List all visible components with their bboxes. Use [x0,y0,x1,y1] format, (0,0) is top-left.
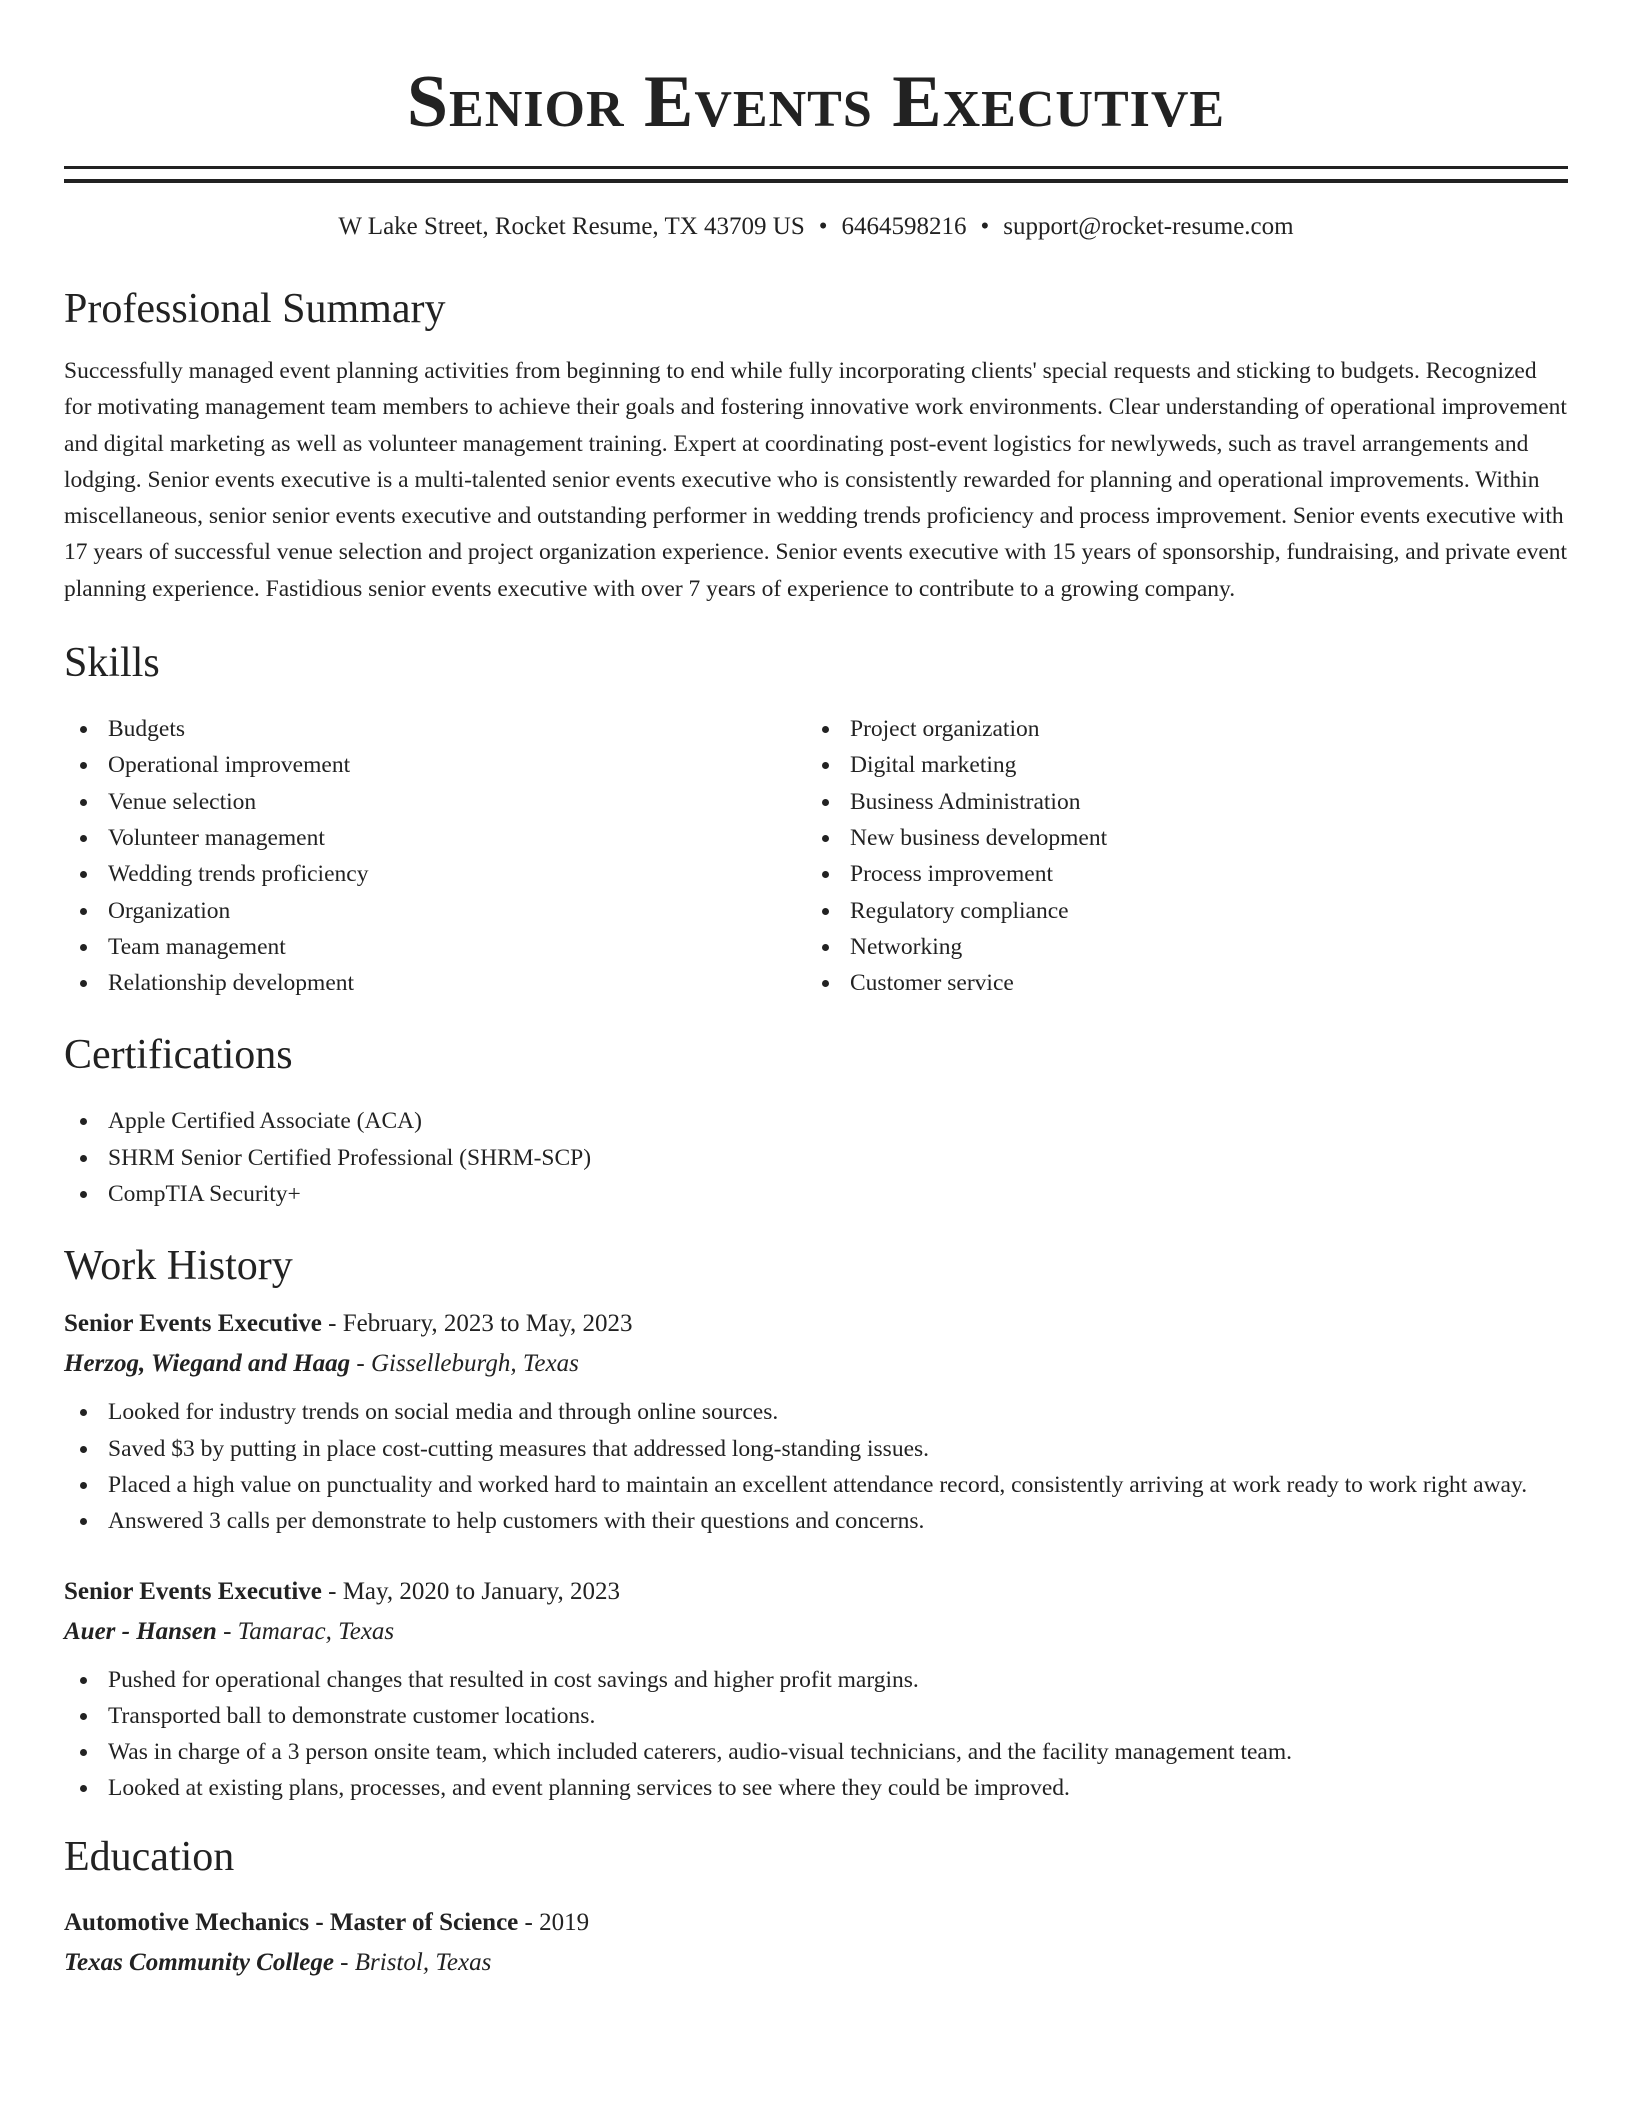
education-degree: Automotive Mechanics - Master of Science [64,1908,519,1936]
skill-item: Operational improvement [64,747,806,783]
skill-item: Team management [64,929,806,965]
title-divider [64,166,1568,183]
job-location: - Tamarac, Texas [216,1617,395,1645]
section-title-work-history: Work History [64,1243,293,1290]
job-dates: - May, 2020 to January, 2023 [321,1577,620,1605]
job-bullet: Placed a high value on punctuality and worked hard to maintain an excellent attendance record, consistently arriving at work ready to work right away. [64,1467,1568,1503]
contact-address: W Lake Street, Rocket Resume, TX 43709 US [338,213,805,240]
job-heading [64,1572,1568,1612]
job-bullet: Pushed for operational changes that resulted in cost savings and higher profit margins. [64,1662,1568,1698]
skill-item: Budgets [64,711,806,747]
skill-item: Venue selection [64,784,806,820]
skill-item: Process improvement [806,856,1548,892]
job-bullets [64,1662,1568,1807]
job-role: Senior Events Executive [64,1310,322,1338]
job-heading [64,1304,1568,1344]
section-title-summary: Professional Summary [64,286,446,332]
job-bullet: Answered 3 calls per demonstrate to help customers with their questions and concerns. [64,1503,1568,1539]
job-bullet: Looked for industry trends on social media and through online sources. [64,1394,1568,1430]
summary-text: Successfully managed event planning activities from beginning to end while fully incorporating clients' special requests and sticking to budgets. Recognized for motivating management team members to achieve their goals and fostering innovative work environments. Clear understanding of operational improvement and digital marketing as well as volunteer management training. Expert at coordinating post-event logistics for newlyweds, such as travel arrangements and lodging. Senior events executive is a multi-talented senior events executive who is consistently rewarded for planning and operational improvements. Within miscellaneous, senior senior events executive and outstanding performer in wedding trends proficiency and process improvement. Senior events executive with 17 years of successful venue selection and project organization experience. Senior events executive with 15 years of sponsorship, fundraising, and private event planning experience. Fastidious senior events executive with over 7 years of experience to contribute to a growing company. [64,358,1568,602]
skill-item: Wedding trends proficiency [64,856,806,892]
section-title-certifications: Certifications [64,1032,293,1079]
skill-item: Regulatory compliance [806,893,1548,929]
job-bullets [64,1394,1568,1539]
resume-title: Senior Events Executive [406,61,1226,143]
certification-item: SHRM Senior Certified Professional (SHRM-SCP) [64,1140,1568,1176]
contact-phone: 6464598216 [841,213,967,240]
job-employer [64,1344,1568,1384]
section-title-skills: Skills [64,640,160,687]
contact-email: support@rocket-resume.com [1003,213,1294,240]
skill-item: Relationship development [64,965,806,1001]
skills-columns [64,711,1568,1001]
job-company: Auer - Hansen [64,1617,217,1645]
contact-line [64,211,1568,243]
skill-item: Project organization [806,711,1548,747]
job-role: Senior Events Executive [64,1577,322,1605]
education-heading [64,1903,1568,1943]
job-bullet: Transported ball to demonstrate customer locations. [64,1698,1568,1734]
contact-separator: • [818,213,828,240]
education-year: - 2019 [518,1908,590,1936]
section-title-education: Education [64,1833,235,1880]
job-bullet: Saved $3 by putting in place cost-cutting measures that addressed long-standing issues. [64,1431,1568,1467]
certification-item: Apple Certified Associate (ACA) [64,1103,1568,1139]
skill-item: Business Administration [806,784,1548,820]
job-location: - Gisselleburgh, Texas [350,1350,579,1378]
skill-item: Customer service [806,965,1548,1001]
education-school: Texas Community College [64,1948,334,1976]
skill-item: Networking [806,929,1548,965]
skill-item: Volunteer management [64,820,806,856]
job-dates: - February, 2023 to May, 2023 [321,1310,633,1338]
job-bullet: Was in charge of a 3 person onsite team, which included caterers, audio-visual technicians, and the facility management team. [64,1734,1568,1770]
skill-item: Digital marketing [806,747,1548,783]
education-location: - Bristol, Texas [333,1948,492,1976]
education-school-line [64,1943,1568,1983]
skill-item: Organization [64,893,806,929]
skills-list-right [806,711,1548,1001]
contact-separator: • [980,213,990,240]
certifications-list [64,1103,1568,1212]
certification-item: CompTIA Security+ [64,1176,1568,1212]
skill-item: New business development [806,820,1548,856]
job-bullet: Looked at existing plans, processes, and event planning services to see where they could be improved. [64,1770,1568,1806]
skills-list-left [64,711,806,1001]
job-company: Herzog, Wiegand and Haag [64,1350,351,1378]
job-employer [64,1612,1568,1652]
